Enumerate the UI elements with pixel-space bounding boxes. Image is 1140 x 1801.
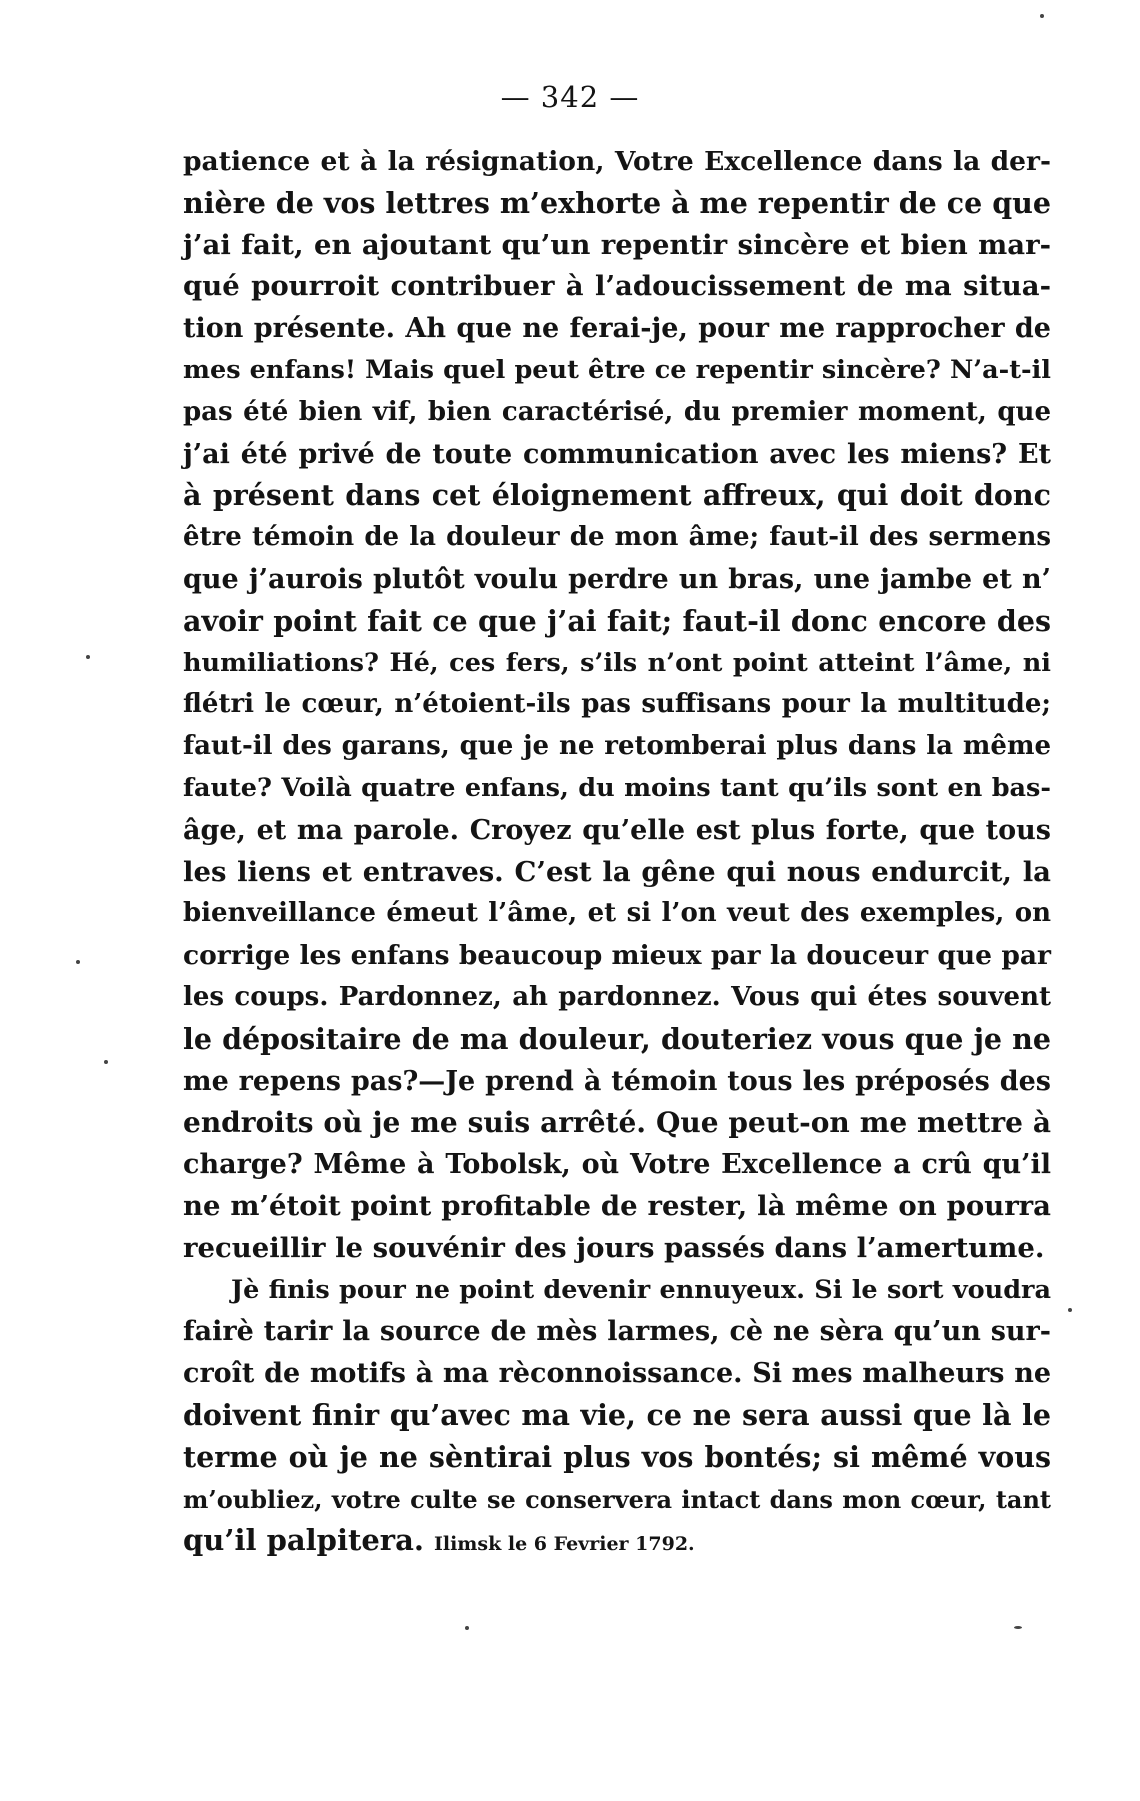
print-speck: [465, 1626, 469, 1630]
text-line: bienveillance émeut l’âme, et si l’on veut des exemples, on: [183, 898, 1051, 929]
text-line: âge, et ma parole. Croyez qu’elle est plus forte, que tous: [183, 814, 1051, 846]
final-line: [183, 1520, 1051, 1562]
text-line: à présent dans cet éloignement affreux, qui doit donc: [183, 478, 1051, 513]
text-line: pas été bien vif, bien caractérisé, du premier moment, que: [183, 396, 1051, 427]
text-line: ne m’étoit point profitable de rester, là même on pourra: [183, 1189, 1051, 1222]
print-speck: [1014, 1626, 1022, 1629]
text-line: doivent finir qu’avec ma vie, ce ne sera aussi que là le: [183, 1397, 1051, 1432]
page-number: — 342 —: [500, 80, 640, 114]
text-line: faute? Voilà quatre enfans, du moins tant qu’ils sont en bas-: [183, 772, 1051, 803]
text-line: j’ai fait, en ajoutant qu’un repentir sincère et bien mar-: [183, 228, 1051, 261]
text-line: qué pourroit contribuer à l’adoucissement de ma situa-: [183, 270, 1051, 303]
text-line: me repens pas?—Je prend à témoin tous les préposés des: [183, 1065, 1051, 1097]
text-line: j’ai été privé de toute communication avec les miens? Et: [183, 438, 1051, 470]
text-line: nière de vos lettres m’exhorte à me repentir de ce que: [183, 185, 1051, 220]
body-text: [183, 141, 1051, 1562]
text-line: les coups. Pardonnez, ah pardonnez. Vous qui étes souvent: [183, 981, 1051, 1012]
text-line: le dépositaire de ma douleur, douteriez vous que je ne: [183, 1021, 1051, 1056]
text-line: tion présente. Ah que ne ferai-je, pour me rapprocher de: [183, 313, 1051, 345]
text-line: avoir point fait ce que j’ai fait; faut-il donc encore des: [183, 603, 1051, 638]
text-line: endroits où je me suis arrêté. Que peut-on me mettre à: [183, 1106, 1051, 1140]
paragraph-end-line: recueillir le souvénir des jours passés dans l’amertume.: [183, 1231, 1045, 1264]
signature: Ilimsk le 6 Fevrier 1792.: [433, 1533, 695, 1556]
text-line: mes enfans! Mais quel peut être ce repentir sincère? N’a-t-il: [183, 354, 1051, 385]
final-line-text: qu’il palpitera.: [183, 1523, 424, 1558]
paragraph-start-line: Jè finis pour ne point devenir ennuyeux. Si le sort voudra: [231, 1274, 1051, 1305]
text-line: charge? Même à Tobolsk, où Votre Excellence a crû qu’il: [183, 1149, 1051, 1181]
text-line: flétri le cœur, n’étoient-ils pas suffisans pour la multitude;: [183, 689, 1051, 720]
text-line: humiliations? Hé, ces fers, s’ils n’ont point atteint l’âme, ni: [183, 647, 1051, 678]
text-line: patience et à la résignation, Votre Excellence dans la der-: [183, 146, 1051, 177]
text-line: croît de motifs à ma rèconnoissance. Si mes malheurs ne: [183, 1358, 1051, 1390]
print-speck: [104, 1060, 108, 1064]
print-speck: [1068, 1308, 1072, 1312]
text-line: m’oubliez, votre culte se conservera intact dans mon cœur, tant: [183, 1484, 1051, 1514]
text-line: être témoin de la douleur de mon âme; faut-il des sermens: [183, 522, 1051, 553]
text-line: que j’aurois plutôt voulu perdre un bras, une jambe et n’: [183, 563, 1051, 595]
print-speck: [1040, 14, 1044, 18]
text-line: fairè tarir la source de mès larmes, cè ne sèra qu’un sur-: [183, 1316, 1051, 1348]
print-speck: [86, 655, 90, 659]
text-line: les liens et entraves. C’est la gêne qui nous endurcit, la: [183, 855, 1051, 888]
text-line: terme où je ne sèntirai plus vos bontés; si mêmé vous: [183, 1439, 1051, 1474]
print-speck: [76, 960, 80, 964]
text-line: faut-il des garans, que je ne retomberai plus dans la même: [183, 731, 1051, 762]
text-line: corrige les enfans beaucoup mieux par la douceur que par: [183, 940, 1051, 972]
